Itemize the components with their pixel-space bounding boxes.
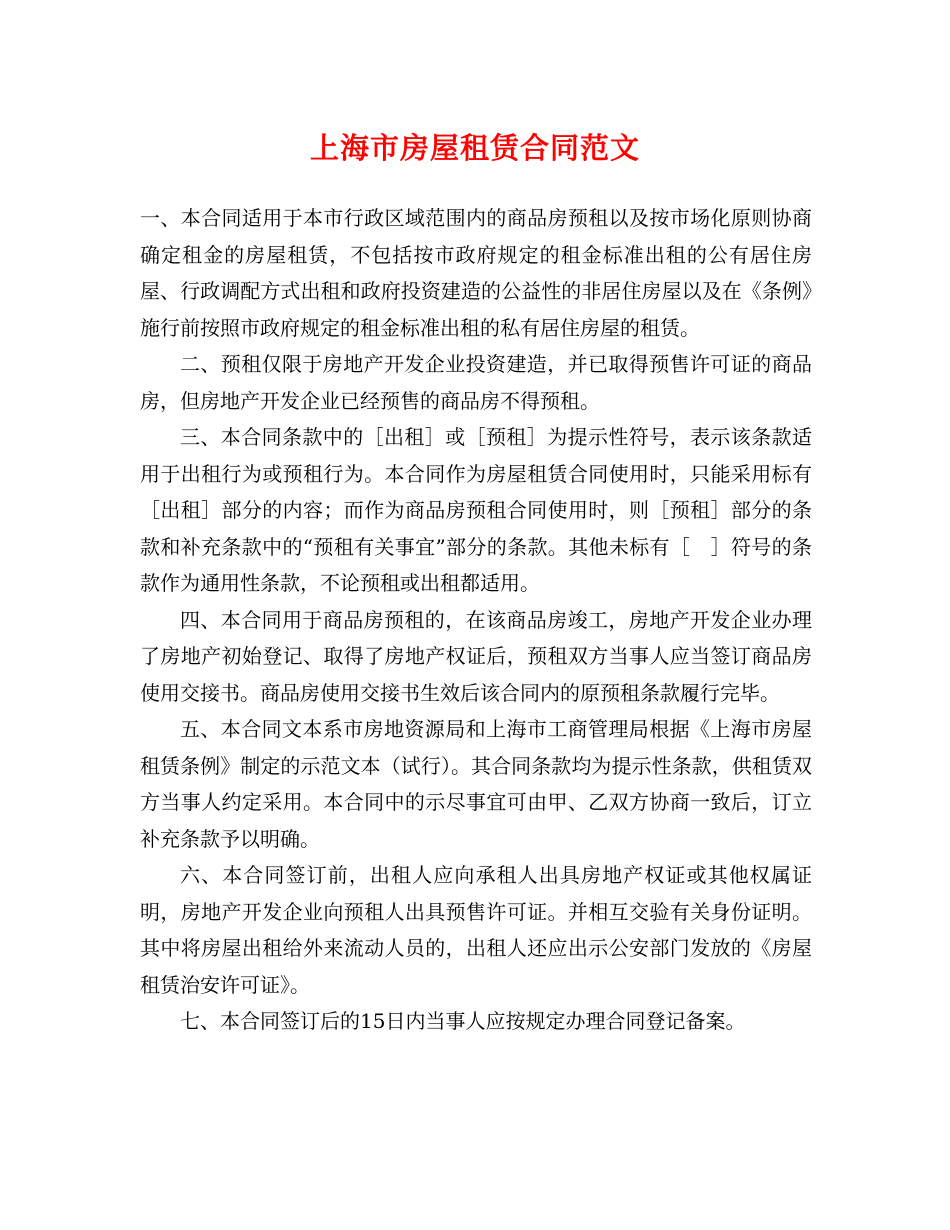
document-title: 上海市房屋租赁合同范文 (309, 131, 640, 165)
paragraph-2: 二、预租仅限于房地产开发企业投资建造，并已取得预售许可证的商品房，但房地产开发企业已经预售的商品房不得预租。 (140, 352, 812, 413)
paragraph-4: 四、本合同用于商品房预租的，在该商品房竣工，房地产开发企业办理了房地产初始登记、取得了房地产权证后，预租双方当事人应当签订商品房使用交接书。商品房使用交接书生效后该合同内的原预租条款履行完毕。 (140, 607, 812, 705)
paragraph-3: 三、本合同条款中的［出租］或［预租］为提示性符号，表示该条款适用于出租行为或预租行为。本合同作为房屋租赁合同使用时，只能采用标有［出租］部分的内容；而作为商品房预租合同使用时，则［预租］部分的条款和补充条款中的“预租有关事宜”部分的条款。其他未标有［ ］符号的条款作为通用性条款，不论预租或出租都适用。 (140, 425, 812, 595)
paragraph-7: 七、本合同签订后的15日内当事人应按规定办理合同登记备案。 (180, 1009, 746, 1033)
paragraph-6: 六、本合同签订前，出租人应向承租人出具房地产权证或其他权属证明，房地产开发企业向预租人出具预售许可证。并相互交验有关身份证明。其中将房屋出租给外来流动人员的，出租人还应出示公安部门发放的《房屋租赁治安许可证》。 (140, 863, 812, 997)
document-body (140, 200, 812, 1040)
paragraph-5: 五、本合同文本系市房地资源局和上海市工商管理局根据《上海市房屋租赁条例》制定的示范文本（试行）。其合同条款均为提示性条款，供租赁双方当事人约定采用。本合同中的示尽事宜可由甲、乙双方协商一致后，订立补充条款予以明确。 (140, 717, 812, 851)
paragraph-1: 一、本合同适用于本市行政区域范围内的商品房预租以及按市场化原则协商确定租金的房屋租赁，不包括按市政府规定的租金标准出租的公有居住房屋、行政调配方式出租和政府投资建造的公益性的非居住房屋以及在《条例》施行前按照市政府规定的租金标准出租的私有居住房屋的租赁。 (140, 206, 812, 340)
